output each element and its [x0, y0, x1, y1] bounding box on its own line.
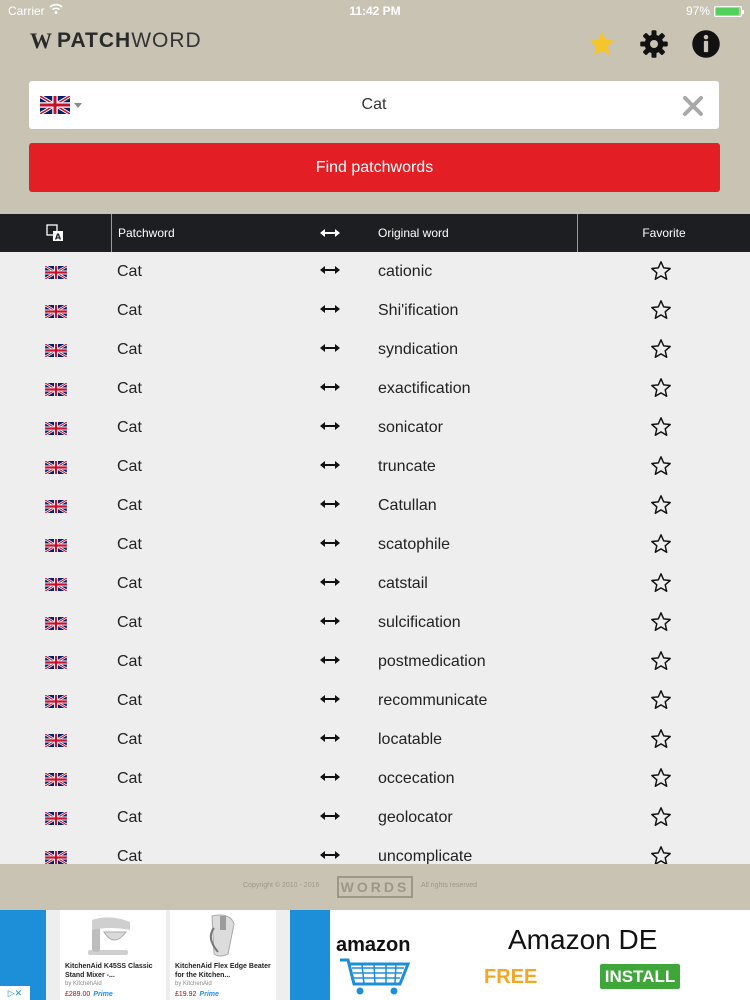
swap-arrow-icon	[320, 772, 340, 782]
swap-arrow-icon	[320, 811, 340, 821]
chevron-down-icon[interactable]	[74, 103, 82, 108]
ad-app-name: Amazon DE	[508, 924, 658, 955]
favorite-star-outline-icon[interactable]	[650, 416, 672, 438]
original-word-cell: occecation	[378, 770, 455, 787]
uk-flag-icon	[45, 344, 67, 357]
favorite-star-outline-icon[interactable]	[650, 338, 672, 360]
battery-icon	[714, 6, 742, 17]
search-bar	[29, 81, 719, 129]
uk-flag-icon	[45, 305, 67, 318]
results-table-header	[0, 214, 750, 252]
favorite-star-outline-icon[interactable]	[650, 728, 672, 750]
original-word-cell: cationic	[378, 263, 433, 280]
favorite-star-outline-icon[interactable]	[650, 260, 672, 282]
ad-product-price: £289.00 Prime	[65, 991, 113, 998]
ad-product-price: £19.92 Prime	[175, 991, 219, 998]
app-footer	[0, 864, 750, 910]
ad-product-brand: by KitchenAid	[65, 981, 102, 987]
carrier-label: Carrier	[8, 4, 45, 18]
table-row[interactable]	[0, 291, 750, 330]
column-divider	[111, 214, 112, 252]
translate-icon[interactable]	[46, 224, 64, 242]
original-word-cell: postmedication	[378, 653, 486, 670]
uk-flag-icon	[45, 422, 67, 435]
table-row[interactable]	[0, 252, 750, 291]
logo-text-bold: PATCH	[57, 29, 132, 52]
swap-arrow-icon	[320, 694, 340, 704]
favorite-star-outline-icon[interactable]	[650, 845, 672, 864]
swap-arrow-icon	[320, 265, 340, 275]
ad-stripe	[290, 910, 330, 1000]
clear-search-icon[interactable]	[682, 95, 704, 117]
uk-flag-icon	[45, 851, 67, 864]
swap-arrow-icon	[320, 850, 340, 860]
favorite-star-outline-icon[interactable]	[650, 494, 672, 516]
uk-flag-icon	[45, 773, 67, 786]
language-selector[interactable]	[40, 96, 82, 114]
original-word-cell: locatable	[378, 731, 443, 748]
patchword-cell: Cat	[117, 653, 142, 670]
status-bar	[0, 0, 750, 22]
table-row[interactable]	[0, 798, 750, 837]
favorite-star-outline-icon[interactable]	[650, 650, 672, 672]
table-row[interactable]	[0, 642, 750, 681]
uk-flag-icon	[45, 500, 67, 513]
words-logo: WORDS	[337, 876, 413, 898]
info-icon[interactable]	[691, 29, 721, 59]
favorite-star-outline-icon[interactable]	[650, 806, 672, 828]
original-word-cell: exactification	[378, 380, 471, 397]
patchword-cell: Cat	[117, 848, 142, 864]
original-word-cell: catstail	[378, 575, 428, 592]
table-row[interactable]	[0, 369, 750, 408]
app-header	[0, 0, 750, 214]
stand-mixer-icon	[80, 914, 140, 958]
favorite-star-outline-icon[interactable]	[650, 689, 672, 711]
uk-flag-icon	[45, 461, 67, 474]
favorite-star-outline-icon[interactable]	[650, 767, 672, 789]
table-row[interactable]	[0, 603, 750, 642]
find-patchwords-button[interactable]: Find patchwords	[29, 143, 720, 192]
column-header-original[interactable]: Original word	[378, 226, 449, 240]
battery-percent: 97%	[685, 4, 710, 18]
swap-arrow-icon	[320, 733, 340, 743]
uk-flag-icon	[45, 734, 67, 747]
ad-product-brand: by KitchenAid	[175, 981, 212, 987]
ad-price-label: FREE	[484, 966, 538, 988]
table-row[interactable]	[0, 681, 750, 720]
favorites-star-icon[interactable]	[587, 29, 617, 59]
swap-arrow-icon	[320, 577, 340, 587]
ad-product-title: KitchenAid K45SS Classic Stand Mixer -...	[65, 963, 153, 979]
patchword-cell: Cat	[117, 575, 142, 592]
original-word-cell: Shi'ification	[378, 302, 459, 319]
patchword-cell: Cat	[117, 770, 142, 787]
favorite-star-outline-icon[interactable]	[650, 611, 672, 633]
ad-product-carousel[interactable]	[46, 910, 290, 1000]
uk-flag-icon	[45, 266, 67, 279]
ad-banner[interactable]	[0, 910, 750, 1000]
patchword-cell: Cat	[117, 731, 142, 748]
patchword-cell: Cat	[117, 380, 142, 397]
swap-arrow-icon	[320, 499, 340, 509]
clock: 11:42 PM	[349, 4, 401, 18]
patchword-cell: Cat	[117, 341, 142, 358]
patchword-cell: Cat	[117, 263, 142, 280]
swap-arrow-icon	[320, 343, 340, 353]
original-word-cell: Catullan	[378, 497, 437, 514]
logo-text-light: WORD	[131, 29, 202, 52]
patchword-cell: Cat	[117, 809, 142, 826]
beater-icon	[190, 914, 250, 958]
patchword-cell: Cat	[117, 458, 142, 475]
patchword-cell: Cat	[117, 302, 142, 319]
original-word-cell: sulcification	[378, 614, 461, 631]
ad-product-card[interactable]	[60, 910, 166, 1000]
ad-product-title: KitchenAid Flex Edge Beater for the Kitchen...	[175, 963, 271, 979]
favorite-star-outline-icon[interactable]	[650, 455, 672, 477]
swap-arrow-icon	[320, 655, 340, 665]
table-row[interactable]	[0, 486, 750, 525]
uk-flag-icon	[45, 617, 67, 630]
uk-flag-icon	[45, 578, 67, 591]
rights-text: All rights reserved	[421, 882, 478, 889]
table-row[interactable]	[0, 525, 750, 564]
ad-product-card[interactable]	[170, 910, 276, 1000]
favorite-star-outline-icon[interactable]	[650, 377, 672, 399]
original-word-cell: recommunicate	[378, 692, 488, 709]
swap-arrow-icon	[320, 538, 340, 548]
amazon-wordmark: amazon	[336, 934, 411, 956]
settings-gear-icon[interactable]	[639, 29, 669, 59]
original-word-cell: geolocator	[378, 809, 453, 826]
original-word-cell: uncomplicate	[378, 848, 473, 864]
patchword-cell: Cat	[117, 692, 142, 709]
original-word-cell: syndication	[378, 341, 459, 358]
table-row[interactable]	[0, 837, 750, 864]
uk-flag-icon[interactable]	[40, 96, 70, 114]
uk-flag-icon	[45, 812, 67, 825]
search-input[interactable]	[119, 81, 629, 129]
ad-choices-icon[interactable]: ▷✕	[0, 986, 30, 1000]
original-word-cell: scatophile	[378, 536, 451, 553]
table-row[interactable]	[0, 720, 750, 759]
copyright-text: Copyright © 2010 - 2016	[243, 882, 320, 889]
favorite-star-outline-icon[interactable]	[650, 572, 672, 594]
table-row[interactable]	[0, 447, 750, 486]
favorite-star-outline-icon[interactable]	[650, 533, 672, 555]
table-row[interactable]	[0, 759, 750, 798]
swap-arrow-icon	[320, 460, 340, 470]
patchword-cell: Cat	[117, 614, 142, 631]
install-button[interactable]: INSTALL	[600, 964, 680, 989]
logo-mark-icon: W	[30, 28, 53, 53]
column-header-favorite[interactable]: Favorite	[642, 226, 686, 240]
table-row[interactable]	[0, 408, 750, 447]
uk-flag-icon	[45, 695, 67, 708]
app-logo	[30, 28, 202, 54]
uk-flag-icon	[45, 383, 67, 396]
table-row[interactable]	[0, 564, 750, 603]
uk-flag-icon	[45, 656, 67, 669]
column-header-patchword[interactable]: Patchword	[118, 226, 175, 240]
patchword-cell: Cat	[117, 497, 142, 514]
swap-arrow-icon	[320, 304, 340, 314]
swap-arrow-icon	[320, 421, 340, 431]
svg-text:A: A	[54, 232, 62, 242]
amazon-app-icon[interactable]	[330, 914, 420, 1000]
table-row[interactable]	[0, 330, 750, 369]
patchword-cell: Cat	[117, 419, 142, 436]
swap-arrow-icon[interactable]	[320, 228, 340, 238]
original-word-cell: sonicator	[378, 419, 443, 436]
patchword-cell: Cat	[117, 536, 142, 553]
results-list	[0, 252, 750, 864]
favorite-star-outline-icon[interactable]	[650, 299, 672, 321]
uk-flag-icon	[45, 539, 67, 552]
original-word-cell: truncate	[378, 458, 436, 475]
swap-arrow-icon	[320, 382, 340, 392]
shopping-cart-icon	[338, 958, 412, 996]
swap-arrow-icon	[320, 616, 340, 626]
